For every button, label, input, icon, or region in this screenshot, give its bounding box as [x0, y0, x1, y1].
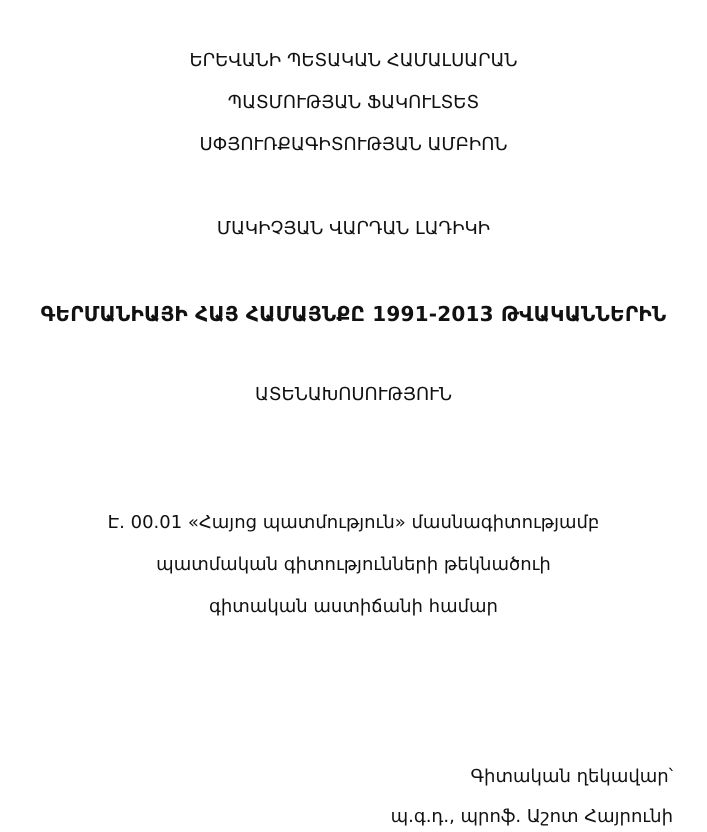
degree-line-3: գիտական աստիճանի համար — [209, 596, 498, 617]
degree-line-2: պատմական գիտությունների թեկնածուի — [156, 554, 551, 575]
supervisor-name: պ.գ.դ., պրոֆ. Աշոտ Հայրունի — [390, 806, 673, 827]
university-name: ԵՐԵՎԱՆԻ ՊԵՏԱԿԱՆ ՀԱՄԱԼՍԱՐԱՆ — [189, 50, 518, 71]
document-type: ԱՏԵՆԱԽՈՍՈՒԹՅՈՒՆ — [255, 384, 452, 405]
department-name: ՍՓՅՈՒՌՔԱԳԻՏՈՒԹՅԱՆ ԱՄԲԻՈՆ — [199, 134, 508, 155]
supervisor-label: Գիտական ղեկավար՝ — [470, 766, 673, 787]
degree-line-1: Է. 00.01 «Հայոց պատմություն» մասնագիտությամբ — [107, 512, 600, 533]
author-name: ՄԱԿԻՉՅԱՆ ՎԱՐԴԱՆ ԼԱԴԻԿԻ — [216, 218, 491, 239]
faculty-name: ՊԱՏՄՈՒԹՅԱՆ ՖԱԿՈՒԼՏԵՏ — [227, 92, 480, 113]
document-title: ԳԵՐՄԱՆԻԱՅԻ ՀԱՅ ՀԱՄԱՅՆՔԸ 1991-2013 ԹՎԱԿԱՆՆԵՐԻՆ — [40, 302, 667, 326]
